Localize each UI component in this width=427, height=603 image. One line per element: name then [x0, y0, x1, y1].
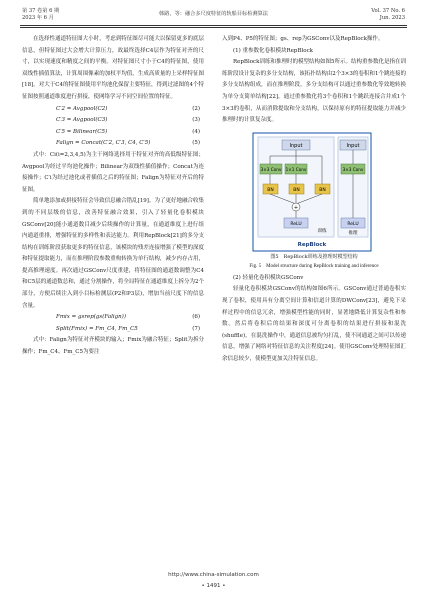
- relu-label: ReLU: [347, 221, 359, 227]
- conv-3x3-label: 3×3 Conv: [260, 166, 282, 172]
- relu-label: ReLU: [290, 221, 302, 227]
- subheading: (2) 轻量化卷积模块GSConv: [233, 274, 304, 281]
- footer-url[interactable]: http://www.china-simulation.com: [168, 572, 259, 578]
- conv-1x1-label: 1×1 Conv: [285, 166, 307, 172]
- paragraph: 在选择性通道特征图大小时，考虑到特征图尽可能大以保留更多的底层信息，但特征图过大会增大计算压力，故最终选择C4层作为特征对齐的尺寸，以实现速度和精度之间的平衡。对特征图尺寸小于C4的特征图，使用双线性插值算法，计算周围像素的加权平均值，生成高质量的上采样特征图[18]。对大于C4的特征图使用平均池化保留主要特征，得到过滤图的4个特征图按照通道维度进行拼接，使网络学习不同空间位置的特征。: [22, 36, 204, 100]
- page-number: • 1491 •: [201, 583, 226, 589]
- paragraph: 轻量化卷积模块GSConv的结构如图6所示。GSConv通过普通卷积实现了卷积，使用具有分离空间计算和信道计算的DWConv[23]，避免下采样过程中的信息冗余，增强模型性能的同时，显著地降低计算复杂性和参数。然后将卷积后的结果和深度可分离卷积的结果进行拼接和混洗(shuffle)，在混洗操作中，通道信息被均匀打乱，使不同通道之间可以传递信息，增强了网络对特征信息的关注程度[24]。使用GSConv处理特征图汇余信息较少，使模型更加关注特征信息。: [222, 286, 406, 362]
- figure-caption-en: Fig. 5 Model structure during RepBlock training and inference: [249, 263, 379, 269]
- figure-repblock: [252, 132, 372, 252]
- bn-label: BN: [267, 187, 274, 193]
- paragraph: 式中：Falign为特征对齐模块的输入；Fmix为融合特征；Split为拆分操作；Fm_C4、Fm_C5为要注: [22, 337, 204, 356]
- inference-label: 推理: [348, 230, 358, 236]
- header-rule-thin: [20, 27, 407, 28]
- bn-label: BN: [319, 187, 326, 193]
- repblock-label: RepBlock: [297, 241, 327, 248]
- equation: C′5 = Bilinear(C5) (4): [56, 128, 200, 135]
- conv-3x3-label: 3×3 Conv: [342, 166, 364, 172]
- equation: Falign = Concat(C′2, C′3, C4, C′5) (5): [56, 140, 200, 147]
- equation: Fmix = gsrep(gs(Falign)) (6): [56, 314, 200, 321]
- figure-caption-cn: 图5 RepBlock训练及推理时模型结构: [270, 253, 358, 260]
- header-volume: 第 37 卷第 6 期: [22, 8, 60, 14]
- input-label: Input: [346, 142, 360, 149]
- header-volume-en: Vol. 37 No. 6: [371, 8, 405, 14]
- training-label: 训练: [317, 228, 327, 234]
- right-column: [222, 34, 406, 366]
- header-date-en: Jun. 2023: [379, 15, 405, 21]
- paragraph: 简单地添加或拼接特征会导致信息融合错乱[19]。为了更好地融合收集到的不同层级的信息，改善特征融合效果，引入了轻量化卷积模块GSConv[20]能小通道数目减少后续操作的计算量，在通道维度上进行组内通道重排，增强特征的多样性和表达能力。利用RepBlock[21]的多分支结构在训练阶段获取更多的特征信息，该模块的残差连接增强了模型的深度和特征提取能力，而在推理阶段参数重构转换为单行结构，减少内存占用，提高推理速度。再次通过GSConv尺度重建，将特征图的通道数调整为C4和C5层的通道数总和，通过分割操作，将全局特征在通道维度上拆分为2个部分，方便后续注入到小目标检测层(P2和P3层)，增加当前尺度下的信息含量。: [22, 198, 204, 309]
- paragraph: RepBlock训练和推理时的模型结构如图5所示。结构重参数化是指在训练阶段设计复杂的多分支结构，该拓扑结构由2个3×3的卷积和1个跳连接的多分支结构组成，而在推理阶段，多分支结构可以通过重参数化等效地转换为单分支简单结构[22]。通过重参数化将3个卷积和1个跳跃连接合并成1个3×3的卷积，从而消除提取和分支结构，以保持原有的特征提取能力并减少推理时的计算复杂度。: [222, 59, 406, 124]
- equation: C′3 = Avgpool(C3) (3): [56, 117, 200, 124]
- equation: Split(Fmix) = Fm_C4, Fm_C5 (7): [56, 325, 200, 332]
- repblock-diagram: [252, 132, 372, 252]
- subheading: (1) 重参数化卷积模块RepBlock: [233, 47, 313, 54]
- bn-label: BN: [293, 187, 300, 193]
- header-right: [371, 8, 405, 22]
- paragraph: 入到P4、P5的特征图；gs、rep为GSConv以及RepBlock操作。: [222, 36, 384, 42]
- equation: C′2 = Avgpool(C2) (2): [56, 105, 200, 112]
- header-date: 2023 年 6 月: [22, 15, 54, 21]
- input-label: Input: [289, 142, 303, 149]
- left-column: [22, 34, 204, 359]
- add-icon: +: [293, 204, 299, 211]
- header-title: 韩路，等：融合多尺度特征的轨船目标检测算法: [159, 11, 268, 17]
- paragraph: 式中：Ci(i=2,3,4,5)为主干网络选择用于特征对齐的高低级特征图；Avgpool为经过平均池化操作；Bilinear为双线性插值操作；Concat为连接操作；C′i为经过池化或者插值之后的特征图；Falign为特征对齐后的特征图。: [22, 151, 204, 193]
